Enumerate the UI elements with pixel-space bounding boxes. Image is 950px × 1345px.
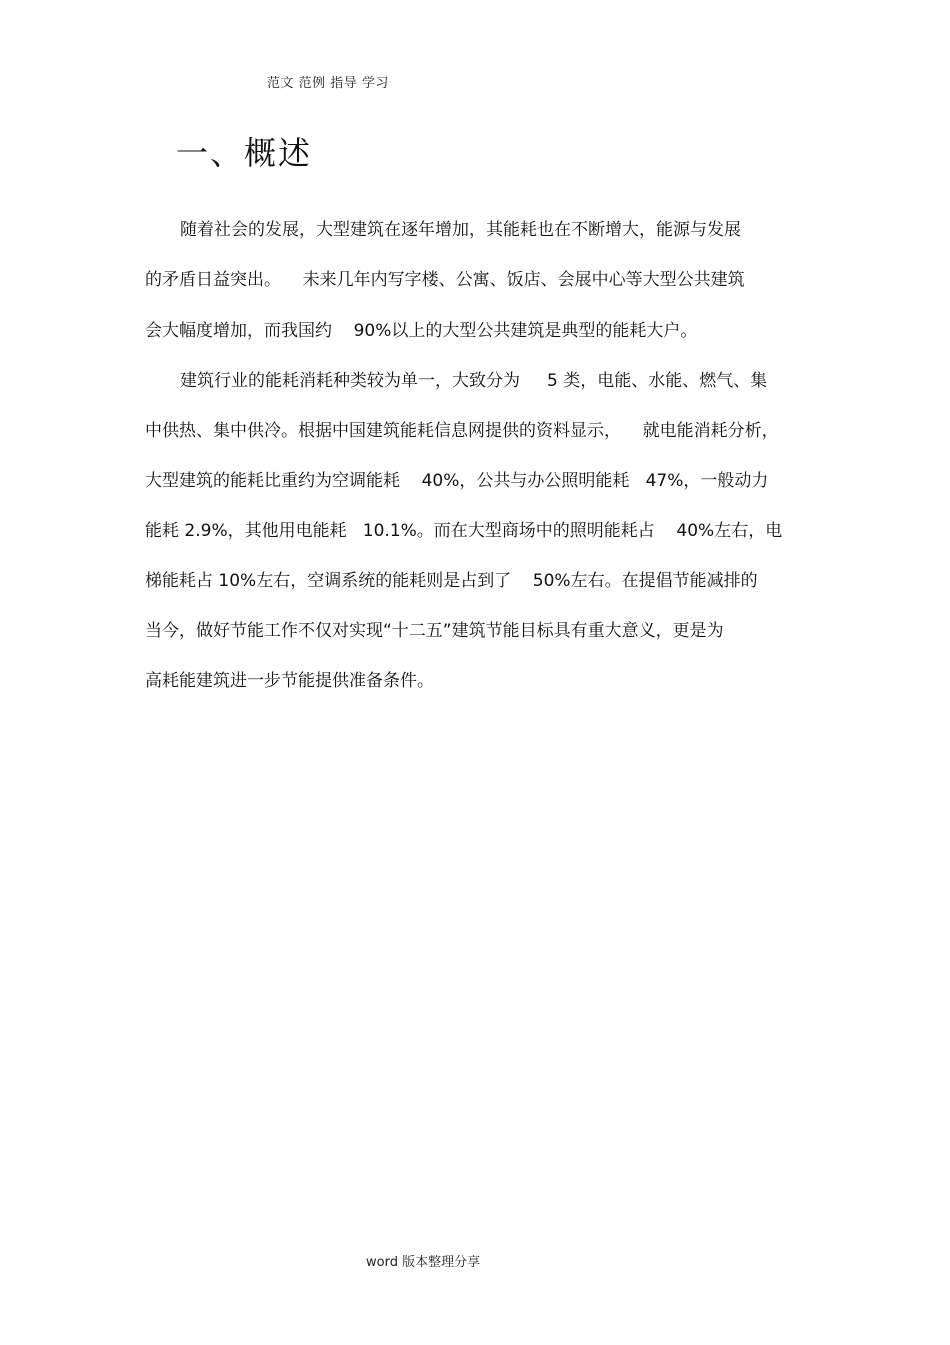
- page-header: 范文 范例 指导 学习: [267, 76, 389, 91]
- paragraph-line: 建筑行业的能耗消耗种类较为单一，大致分为 5 类，电能、水能、燃气、集: [180, 371, 768, 391]
- paragraph-line: 中供热、集中供冷。根据中国建筑能耗信息网提供的资料显示， 就电能消耗分析，: [145, 421, 779, 441]
- paragraph-line: 大型建筑的能耗比重约为空调能耗 40%，公共与办公照明能耗 47%，一般动力: [145, 471, 769, 491]
- paragraph-line: 的矛盾日益突出。 未来几年内写字楼、公寓、饭店、会展中心等大型公共建筑: [145, 270, 745, 290]
- paragraph-line: 高耗能建筑进一步节能提供准备条件。: [145, 671, 434, 691]
- paragraph-line: 梯能耗占 10%左右，空调系统的能耗则是占到了 50%左右。在提倡节能减排的: [145, 571, 758, 591]
- paragraph-line: 当今，做好节能工作不仅对实现“十二五”建筑节能目标具有重大意义，更是为: [145, 621, 724, 641]
- page-footer: word 版本整理分享: [366, 1255, 481, 1270]
- section-title: 一、概述: [176, 134, 313, 172]
- paragraph-line: 能耗 2.9%，其他用电能耗 10.1%。而在大型商场中的照明能耗占 40%左右，电: [145, 521, 783, 541]
- paragraph-line: 会大幅度增加，而我国约 90%以上的大型公共建筑是典型的能耗大户。: [145, 321, 698, 341]
- paragraph-line: 随着社会的发展，大型建筑在逐年增加，其能耗也在不断增大，能源与发展: [180, 220, 741, 240]
